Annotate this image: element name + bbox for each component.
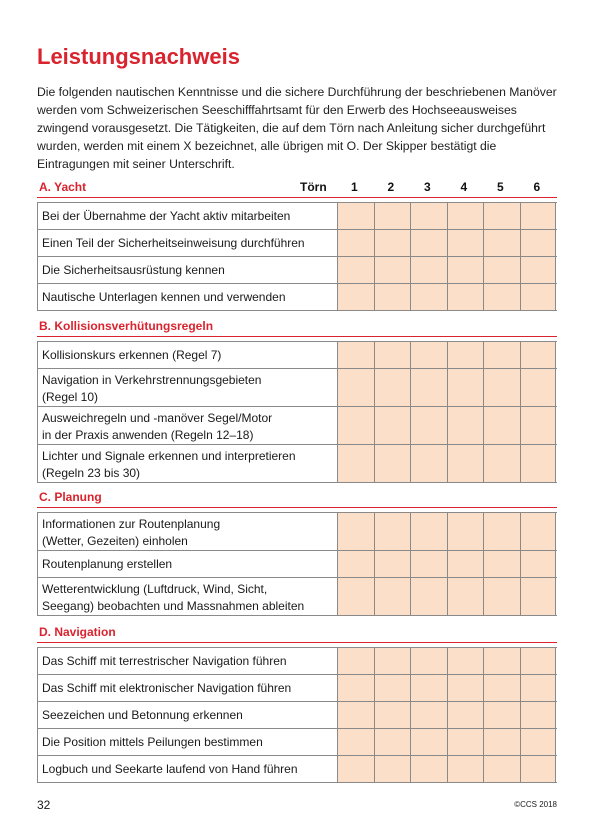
checkbox-cell[interactable] [374,407,411,444]
section [37,490,557,616]
checkbox-cell[interactable] [337,756,374,782]
checkbox-cell[interactable] [337,257,374,283]
checkbox-cell[interactable] [483,284,520,310]
table-row [37,512,557,550]
checkbox-cell[interactable] [410,551,447,577]
checkbox-cell[interactable] [483,551,520,577]
row-label: Informationen zur Routenplanung (Wetter, Gezeiten) einholen [37,513,337,550]
checkbox-cell[interactable] [337,675,374,701]
checkbox-cell[interactable] [447,369,484,406]
checkbox-cell[interactable] [410,369,447,406]
checkbox-cell[interactable] [520,284,557,310]
row-label: Lichter und Signale erkennen und interpretieren (Regeln 23 bis 30) [37,445,337,482]
table-row [37,444,557,483]
checkbox-cell[interactable] [374,445,411,482]
checkbox-cell[interactable] [520,342,557,368]
checkbox-cell[interactable] [447,203,484,229]
checkbox-cell[interactable] [337,551,374,577]
table-row [37,755,557,783]
section-title: B. Kollisionsverhütungsregeln [39,319,214,333]
table-row [37,256,557,283]
table-row [37,406,557,444]
checkbox-cell[interactable] [447,342,484,368]
checkbox-cell[interactable] [374,257,411,283]
checkbox-cell[interactable] [410,342,447,368]
row-label: Logbuch und Seekarte laufend von Hand führen [37,756,337,782]
checkbox-cell[interactable] [410,284,447,310]
checkbox-cell[interactable] [337,407,374,444]
checkbox-cell[interactable] [483,675,520,701]
section-title: D. Navigation [39,625,116,639]
checkbox-cell[interactable] [447,230,484,256]
column-header: 2 [387,180,395,194]
checkbox-cell[interactable] [337,284,374,310]
row-label: Ausweichregeln und -manöver Segel/Motor in der Praxis anwenden (Regeln 12–18) [37,407,337,444]
checkbox-cell[interactable] [337,230,374,256]
checkbox-cell[interactable] [447,551,484,577]
checkbox-cell[interactable] [447,729,484,755]
checkbox-cell[interactable] [374,342,411,368]
row-label: Kollisionskurs erkennen (Regel 7) [37,342,337,368]
table-row [37,674,557,701]
checkbox-cell[interactable] [447,445,484,482]
checkbox-cell[interactable] [337,513,374,550]
checkbox-cell[interactable] [520,578,557,615]
checkbox-cell[interactable] [520,675,557,701]
table-row [37,701,557,728]
checkbox-cell[interactable] [337,648,374,674]
checkbox-cell[interactable] [410,445,447,482]
table-row [37,283,557,311]
checkbox-cell[interactable] [520,230,557,256]
checkbox-cell[interactable] [374,702,411,728]
row-label: Bei der Übernahme der Yacht aktiv mitarbeiten [37,203,337,229]
checkbox-cell[interactable] [447,756,484,782]
checkbox-cell[interactable] [483,369,520,406]
toern-header: Törn [300,180,327,194]
column-header: 3 [424,180,431,194]
checkbox-cell[interactable] [483,342,520,368]
row-label: Einen Teil der Sicherheitseinweisung durchführen [37,230,337,256]
checkbox-cell[interactable] [447,257,484,283]
row-label: Das Schiff mit terrestrischer Navigation führen [37,648,337,674]
column-header: 4 [460,180,468,194]
checkbox-cell[interactable] [374,369,411,406]
table-row [37,368,557,406]
checkbox-cell[interactable] [374,284,411,310]
row-label: Wetterentwicklung (Luftdruck, Wind, Sicht, Seegang) beobachten und Massnahmen ableiten [37,578,337,615]
section [37,319,557,483]
checkbox-cell[interactable] [520,445,557,482]
checkbox-cell[interactable] [410,257,447,283]
checkbox-cell[interactable] [520,407,557,444]
table-row [37,341,557,368]
checkbox-cell[interactable] [447,578,484,615]
checkbox-cell[interactable] [410,407,447,444]
checkbox-cell[interactable] [374,675,411,701]
checkbox-cell[interactable] [374,230,411,256]
checkbox-cell[interactable] [410,702,447,728]
checkbox-cell[interactable] [520,648,557,674]
row-label: Seezeichen und Betonnung erkennen [37,702,337,728]
checkbox-cell[interactable] [410,729,447,755]
checkbox-cell[interactable] [447,648,484,674]
checkbox-cell[interactable] [520,551,557,577]
section-header [37,490,557,508]
section-header [37,180,557,198]
row-label: Die Position mittels Peilungen bestimmen [37,729,337,755]
column-header: 5 [497,180,504,194]
row-label: Navigation in Verkehrstrennungsgebieten (Regel 10) [37,369,337,406]
row-label: Das Schiff mit elektronischer Navigation führen [37,675,337,701]
section-header [37,625,557,643]
checkbox-cell[interactable] [374,729,411,755]
checkbox-cell[interactable] [483,407,520,444]
table-row [37,229,557,256]
checkbox-cell[interactable] [520,756,557,782]
table-row [37,202,557,229]
checkbox-cell[interactable] [447,407,484,444]
checkbox-cell[interactable] [374,756,411,782]
section [37,625,557,783]
checkbox-cell[interactable] [483,513,520,550]
checkbox-cell[interactable] [337,369,374,406]
checkbox-cell[interactable] [520,513,557,550]
copyright: ©CCS 2018 [514,800,557,809]
checkbox-cell[interactable] [410,578,447,615]
checkbox-cell[interactable] [483,756,520,782]
checkbox-cell[interactable] [410,756,447,782]
row-label: Nautische Unterlagen kennen und verwenden [37,284,337,310]
checkbox-cell[interactable] [483,729,520,755]
checkbox-cell[interactable] [447,675,484,701]
checkbox-cell[interactable] [374,551,411,577]
checkbox-cell[interactable] [337,342,374,368]
section-header [37,319,557,337]
checkbox-cell[interactable] [374,513,411,550]
checkbox-cell[interactable] [447,702,484,728]
column-header: 6 [533,180,541,194]
checkbox-cell[interactable] [374,578,411,615]
row-label: Routenplanung erstellen [37,551,337,577]
checkbox-cell[interactable] [520,729,557,755]
row-label: Die Sicherheitsausrüstung kennen [37,257,337,283]
checkbox-cell[interactable] [520,369,557,406]
checkbox-cell[interactable] [337,578,374,615]
page-title: Leistungsnachweis [37,44,240,69]
checkbox-cell[interactable] [410,203,447,229]
checkbox-cell[interactable] [520,257,557,283]
checkbox-cell[interactable] [410,675,447,701]
checkbox-cell[interactable] [520,702,557,728]
intro-text: Die folgenden nautischen Kenntnisse und die sichere Durchführung der beschriebenen Manöver werden vom Schweizerischen Seeschifffahrtsamt für den Erwerb des Hochseeausweises zwingend vorausgesetzt. Die Tätigkeiten, die auf dem Törn nach Anleitung sicher durchgeführt wurden, werden mit einem X bezeichnet, alle übrigen mit O. Der Skipper bestätigt die Eintragungen mit seiner Unterschrift. [37,85,557,171]
checkbox-cell[interactable] [374,203,411,229]
checkbox-cell[interactable] [447,513,484,550]
checkbox-cell[interactable] [447,284,484,310]
checkbox-cell[interactable] [410,513,447,550]
table-row [37,647,557,674]
section-title: C. Planung [39,490,102,504]
checkbox-cell[interactable] [483,578,520,615]
table-row [37,577,557,616]
table-row [37,550,557,577]
checkbox-cell[interactable] [483,702,520,728]
checkbox-cell[interactable] [483,257,520,283]
table-row [37,728,557,755]
section [37,180,557,311]
checkbox-cell[interactable] [374,648,411,674]
checkbox-cell[interactable] [483,203,520,229]
checkbox-cell[interactable] [337,729,374,755]
checkbox-cell[interactable] [520,203,557,229]
checkbox-cell[interactable] [483,648,520,674]
checkbox-cell[interactable] [337,702,374,728]
section-title: A. Yacht [39,180,87,194]
checkbox-cell[interactable] [337,445,374,482]
checkbox-cell[interactable] [483,230,520,256]
checkbox-cell[interactable] [410,648,447,674]
page-number: 32 [37,798,51,812]
checkbox-cell[interactable] [483,445,520,482]
checkbox-cell[interactable] [337,203,374,229]
checkbox-cell[interactable] [410,230,447,256]
column-header: 1 [351,180,358,194]
